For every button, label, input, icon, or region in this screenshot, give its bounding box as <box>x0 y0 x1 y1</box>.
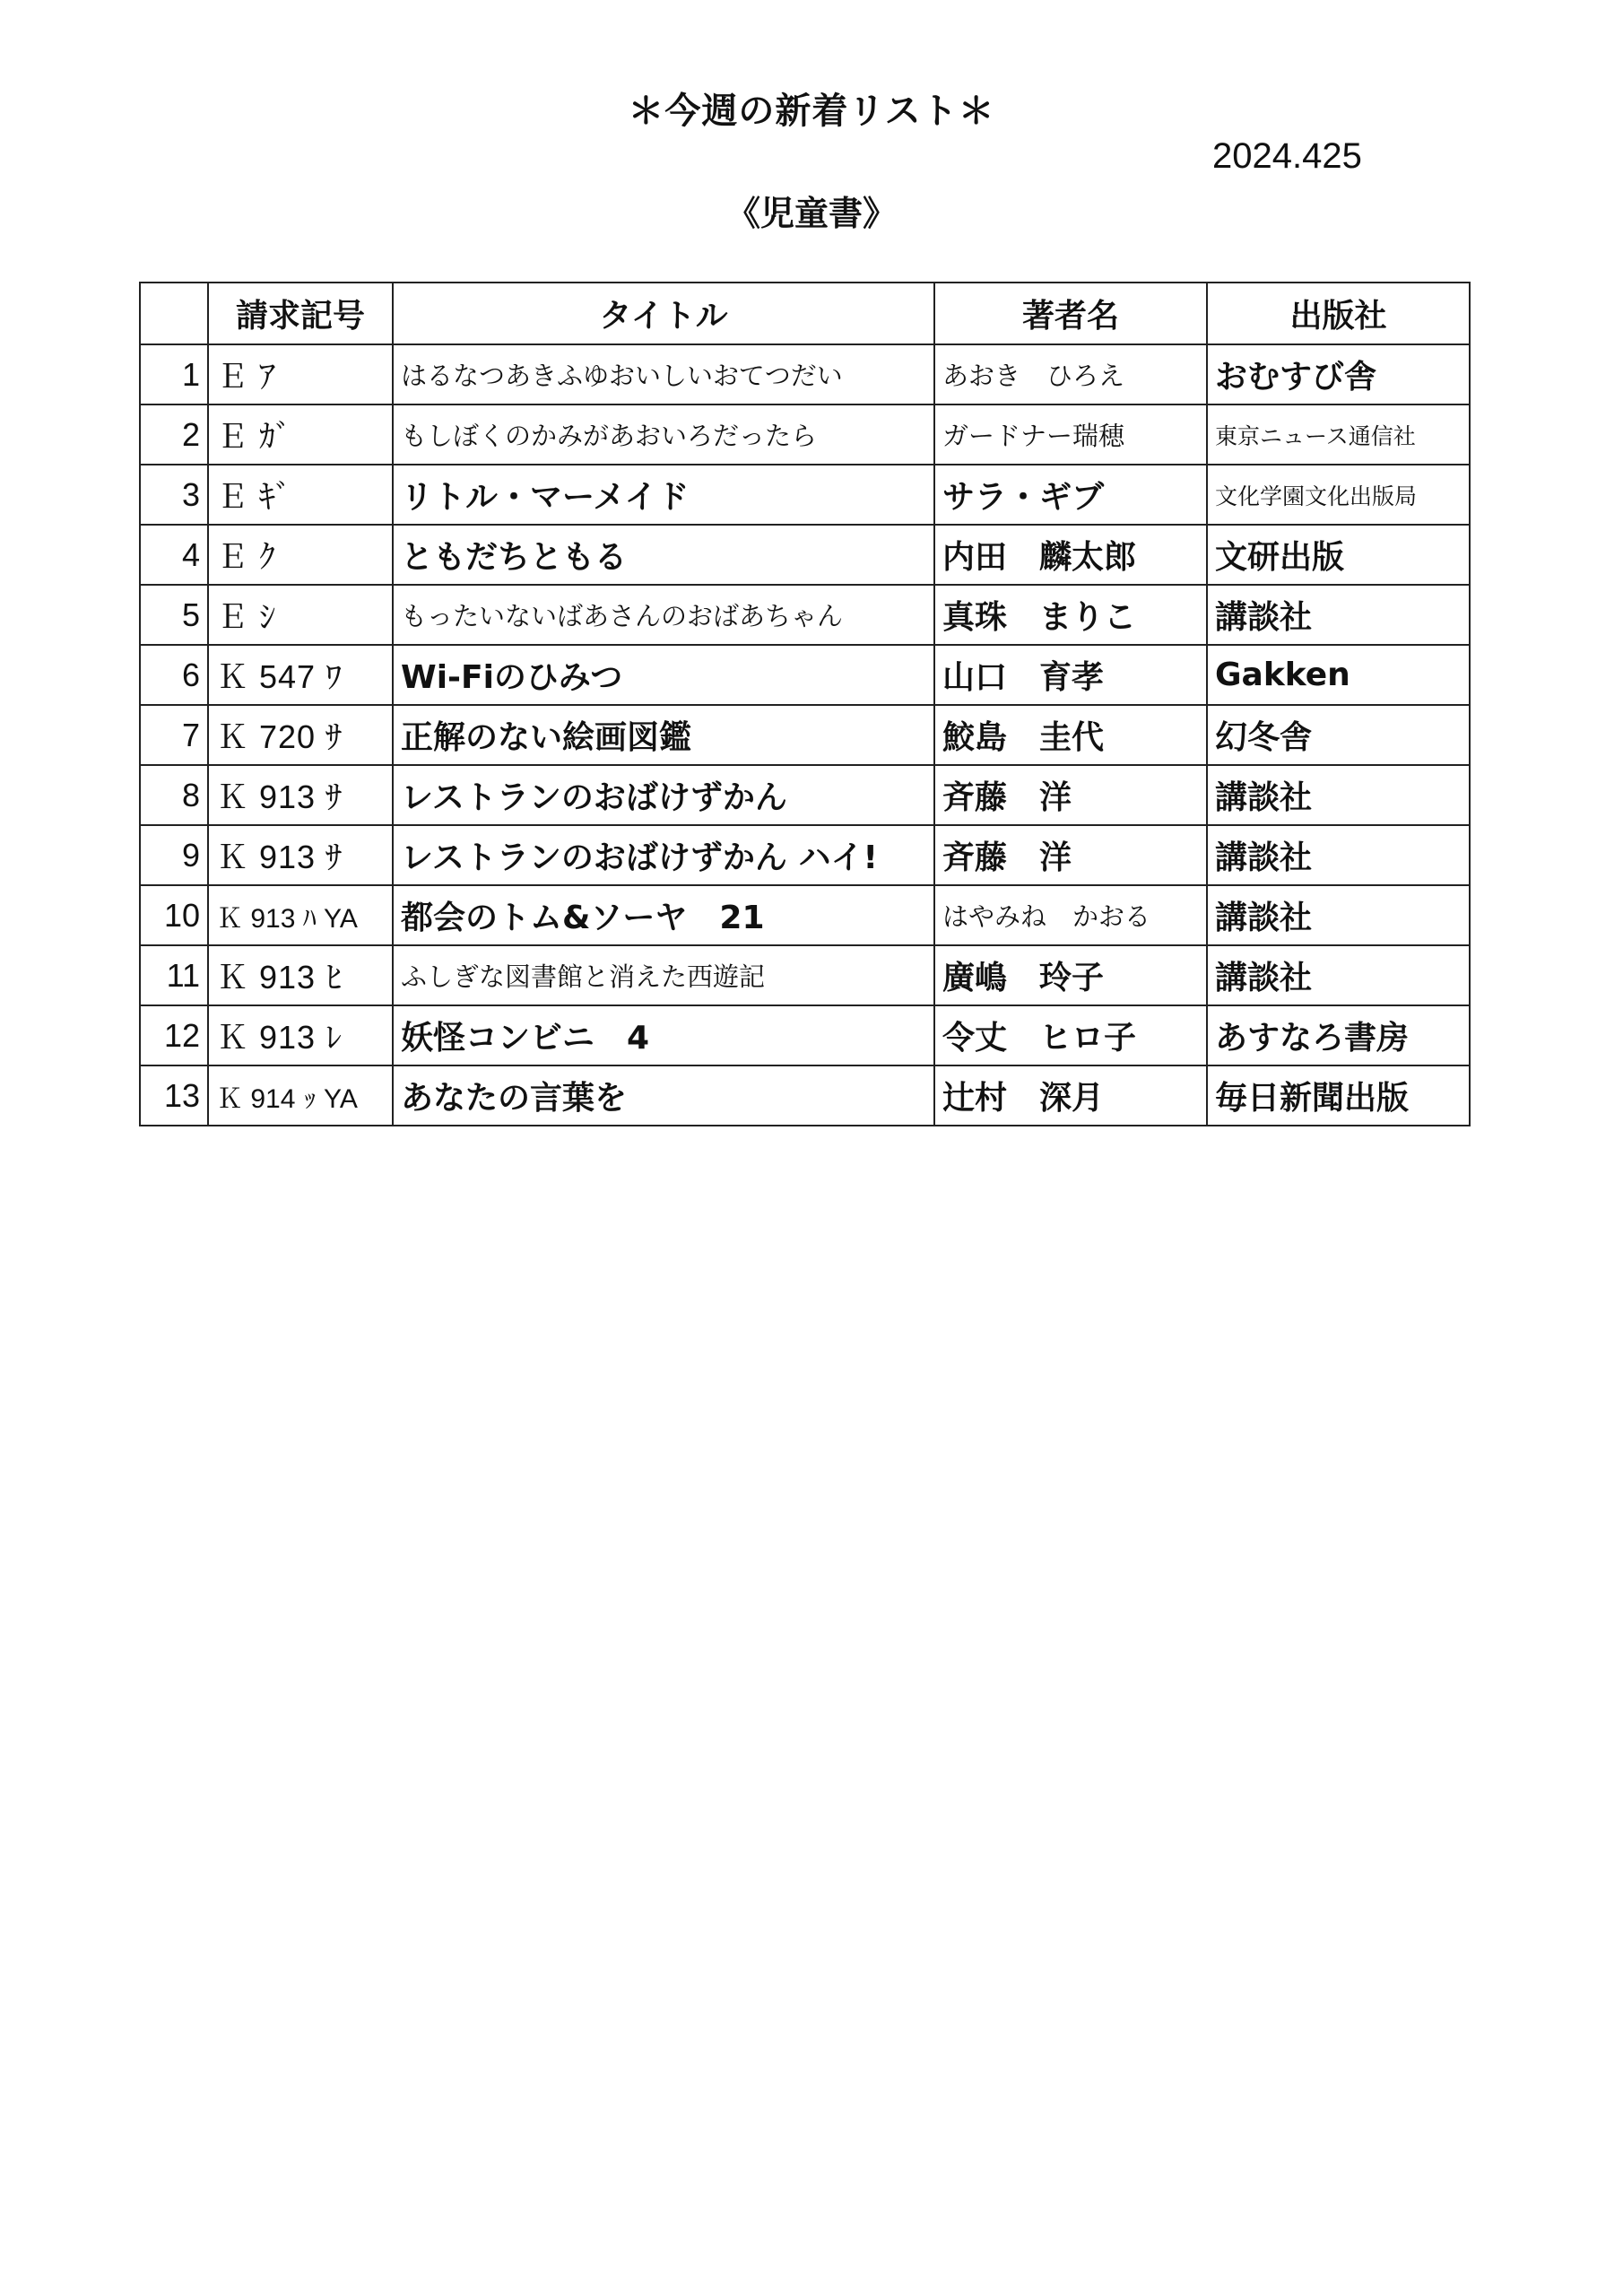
call-number: Ｋ 913 ﾚ <box>208 1005 393 1065</box>
book-publisher: Gakken <box>1207 645 1470 705</box>
book-title: 妖怪コンビニ 4 <box>393 1005 934 1065</box>
row-number: 6 <box>140 645 208 705</box>
book-title: あなたの言葉を <box>393 1065 934 1126</box>
book-publisher: 講談社 <box>1207 825 1470 885</box>
page-title: ＊今週の新着リスト＊ <box>628 91 995 132</box>
book-title: ふしぎな図書館と消えた西遊記 <box>393 945 934 1005</box>
row-number: 1 <box>140 344 208 404</box>
book-title: レストランのおばけずかん <box>393 765 934 825</box>
book-publisher: 幻冬舎 <box>1207 705 1470 765</box>
call-number: Ｋ 913 ﾋ <box>208 945 393 1005</box>
book-publisher: 文研出版 <box>1207 525 1470 585</box>
book-title: はるなつあきふゆおいしいおてつだい <box>393 344 934 404</box>
call-number: Ｋ 913 ｻ <box>208 765 393 825</box>
column-header-author: 著者名 <box>934 283 1207 344</box>
table-row <box>140 645 1470 705</box>
table-row <box>140 465 1470 525</box>
table-row <box>140 825 1470 885</box>
book-title: もったいないばあさんのおばあちゃん <box>393 585 934 645</box>
book-publisher: 東京ニュース通信社 <box>1207 404 1470 465</box>
book-author: 令丈 ヒロ子 <box>934 1005 1207 1065</box>
table-header-row <box>140 283 1470 344</box>
row-number: 3 <box>140 465 208 525</box>
book-author: 真珠 まりこ <box>934 585 1207 645</box>
book-publisher: あすなろ書房 <box>1207 1005 1470 1065</box>
book-publisher: おむすび舎 <box>1207 344 1470 404</box>
row-number: 8 <box>140 765 208 825</box>
row-number: 7 <box>140 705 208 765</box>
book-title: リトル・マーメイド <box>393 465 934 525</box>
row-number: 12 <box>140 1005 208 1065</box>
book-title: もしぼくのかみがあおいろだったら <box>393 404 934 465</box>
call-number: Ｋ 720 ｻ <box>208 705 393 765</box>
category-heading: 《児童書》 <box>725 194 897 233</box>
book-author: ガードナー瑞穂 <box>934 404 1207 465</box>
table-row <box>140 945 1470 1005</box>
table-row <box>140 344 1470 404</box>
table-row <box>140 705 1470 765</box>
call-number: Ｅ ｷﾞ <box>208 465 393 525</box>
call-number: Ｅ ｸ <box>208 525 393 585</box>
row-number: 5 <box>140 585 208 645</box>
row-number: 10 <box>140 885 208 945</box>
book-publisher: 講談社 <box>1207 945 1470 1005</box>
row-number: 13 <box>140 1065 208 1126</box>
table-row <box>140 765 1470 825</box>
column-header-number <box>140 283 208 344</box>
book-publisher: 講談社 <box>1207 585 1470 645</box>
table-row <box>140 1005 1470 1065</box>
column-header-call-number: 請求記号 <box>208 283 393 344</box>
book-publisher: 文化学園文化出版局 <box>1207 465 1470 525</box>
book-author: 山口 育孝 <box>934 645 1207 705</box>
column-header-title: タイトル <box>393 283 934 344</box>
table-row <box>140 1065 1470 1126</box>
call-number: Ｅ ｼ <box>208 585 393 645</box>
table-row <box>140 404 1470 465</box>
column-header-publisher: 出版社 <box>1207 283 1470 344</box>
book-title: 都会のトム&ソーヤ 21 <box>393 885 934 945</box>
call-number: Ｋ 547 ﾜ <box>208 645 393 705</box>
book-title: 正解のない絵画図鑑 <box>393 705 934 765</box>
book-author: 斉藤 洋 <box>934 825 1207 885</box>
list-date: 2024.425 <box>1212 136 1362 176</box>
book-title: ともだちともる <box>393 525 934 585</box>
table-row <box>140 585 1470 645</box>
book-author: 斉藤 洋 <box>934 765 1207 825</box>
book-author: はやみね かおる <box>934 885 1207 945</box>
row-number: 11 <box>140 945 208 1005</box>
book-publisher: 講談社 <box>1207 765 1470 825</box>
table-row <box>140 525 1470 585</box>
book-author: 鮫島 圭代 <box>934 705 1207 765</box>
book-author: サラ・ギブ <box>934 465 1207 525</box>
row-number: 4 <box>140 525 208 585</box>
call-number: Ｅ ｱ <box>208 344 393 404</box>
call-number: Ｋ 914 ｯ YA <box>208 1065 393 1126</box>
row-number: 9 <box>140 825 208 885</box>
book-publisher: 毎日新聞出版 <box>1207 1065 1470 1126</box>
book-author: 廣嶋 玲子 <box>934 945 1207 1005</box>
book-author: 辻村 深月 <box>934 1065 1207 1126</box>
call-number: Ｋ 913 ﾊ YA <box>208 885 393 945</box>
book-title: Wi-Fiのひみつ <box>393 645 934 705</box>
call-number: Ｅ ｶﾞ <box>208 404 393 465</box>
book-author: あおき ひろえ <box>934 344 1207 404</box>
table-row <box>140 885 1470 945</box>
row-number: 2 <box>140 404 208 465</box>
book-author: 内田 麟太郎 <box>934 525 1207 585</box>
new-books-table <box>139 282 1471 1126</box>
call-number: Ｋ 913 ｻ <box>208 825 393 885</box>
book-title: レストランのおばけずかん ハイ! <box>393 825 934 885</box>
book-publisher: 講談社 <box>1207 885 1470 945</box>
